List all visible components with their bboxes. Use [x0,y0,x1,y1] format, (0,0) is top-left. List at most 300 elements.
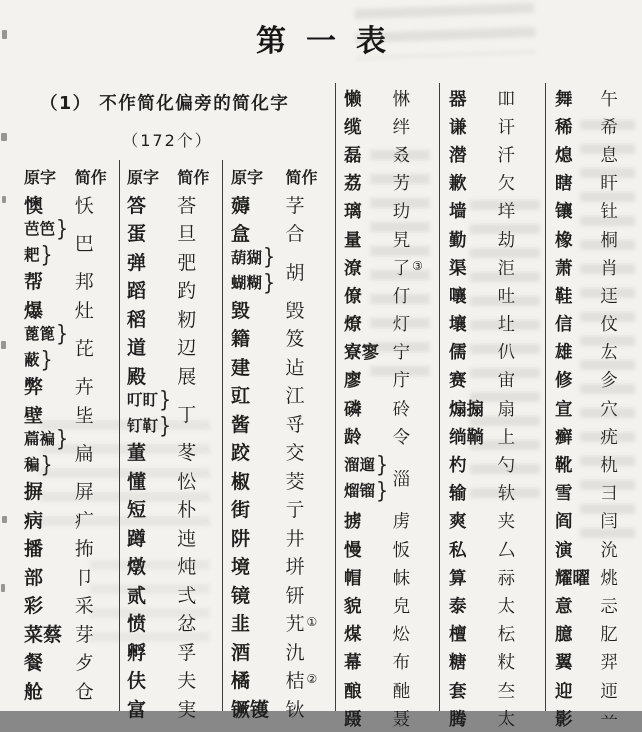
simplified-char: 迍 [177,527,197,550]
simplified-char: 実 [177,698,197,721]
original-chars: 瞎 [555,174,573,195]
original-chars: 算 [449,568,467,589]
group-line [344,453,393,479]
simplified-char: 炖 [177,556,197,579]
column-divider [335,83,336,711]
table-row [24,400,118,429]
table-row [127,304,220,333]
table-header-row [24,162,118,190]
table-row [449,310,539,338]
simplified-char: 江 [285,385,305,408]
original-chars: 镢镬 [231,698,270,721]
header-original: 原字 [24,167,57,187]
original-chars: 贰 [127,584,147,607]
simplified-char: 疣 [600,427,618,448]
original-chars: 叮盯 [127,391,159,410]
simplified-char: 辺 [177,337,197,360]
simplified-char: 勺 [497,456,516,477]
simplified-char: 叒 [392,145,411,166]
char-table-column-3 [231,162,332,723]
original-chars: 谦 [449,117,467,138]
original-chars: 阎 [555,512,573,533]
table-row [24,321,118,373]
simplified-char: 茭 [285,470,305,493]
simplified-char: 旦 [177,223,197,246]
table-row [449,140,539,168]
table-row [231,409,332,438]
original-chars: 蛋 [127,223,147,246]
table-row [555,394,639,422]
table-row [231,219,332,248]
original-chars: 寮寥 [344,343,379,364]
original-chars: 腾 [449,709,467,730]
table-row [555,140,639,168]
table-row [127,637,220,666]
simplified-char: 卩 [74,566,94,589]
original-chars: 磷 [344,399,362,420]
table-row [449,479,539,507]
simplified-char: 讦 [497,117,516,138]
simplified-char: 忪 [177,470,197,493]
original-chars: 龄 [344,427,362,448]
simplified-char: 惏 [392,89,411,110]
original-chars: 爽 [449,512,467,533]
simplified-char: 井 [285,527,305,550]
simplified-char: 展 [177,365,197,388]
simplified-char: 卉 [74,376,94,399]
group-line [24,453,75,479]
table-row [344,563,434,591]
simplified-char: 酏 [392,681,411,702]
table-row [555,281,639,309]
table-row [344,591,434,619]
simplified-char: 烑 [600,568,618,589]
original-chars: 酒 [231,641,251,664]
simplified-char: 采 [74,595,94,618]
simplified-char: 钍 [600,202,618,223]
original-chars: 懒 [344,89,362,110]
original-chars: 鞋 [555,286,573,307]
table-row [24,190,118,219]
table-row [449,676,539,704]
table-row [555,450,639,478]
original-chars: 薅 [231,194,251,217]
table-row [127,466,220,495]
original-chars: 稨 [24,455,40,474]
simplified-char: 夳 [497,681,516,702]
original-chars: 餐 [24,652,44,675]
table-row [24,267,118,296]
original-chars: 歉 [449,174,467,195]
simplified-char: 仃 [392,286,411,307]
original-chars: 富 [127,698,147,721]
header-original: 原字 [231,167,264,187]
original-chars: 泰 [449,596,467,617]
simplified-char: 苳 [177,442,197,465]
original-chars: 演 [555,540,573,561]
table-row [24,534,118,563]
column-divider [545,83,546,711]
table-row [24,676,118,705]
table-row [555,648,639,676]
original-chars: 摒 [24,481,44,504]
table-row [127,438,220,467]
table-row [344,507,434,535]
simplified-char: 亍 [285,499,305,522]
simplified-char: 闫 [600,512,618,533]
simplified-char: 艽 ① [285,613,318,636]
table-row [231,637,332,666]
simplified-char: 屏 [74,481,94,504]
original-chars: 街 [231,499,251,522]
simplified-char: 䒑 [600,709,618,730]
original-chars: 豇 [231,385,251,408]
simplified-char: 羿 [600,653,618,674]
simplified-char: 歺 [74,652,94,675]
table-row [24,216,118,268]
simplified-char: 希 [600,117,618,138]
original-chars: 幕 [344,653,362,674]
simplified-char: 劫 [497,230,516,251]
original-chars: 橘 [231,670,251,693]
original-chars: 耙 [24,245,40,264]
table-row [449,169,539,197]
original-chars: 糖 [449,653,467,674]
original-chars: 私 [449,540,467,561]
original-chars: 溜遛 [344,456,376,475]
table-row [231,324,332,353]
original-chars: 稻 [127,308,147,331]
simplified-char: 粀 [497,653,516,674]
original-chars: 舱 [24,680,44,703]
original-chars: 伕 [127,670,147,693]
header-original: 原字 [127,167,160,187]
footnote-marker: ① [306,615,318,630]
original-chars: 懂 [127,470,147,493]
original-chars: 帮 [24,271,44,294]
group-line [127,388,177,414]
table-row [127,694,220,723]
table-row [127,609,220,638]
original-chars: 器 [449,89,467,110]
original-chars: 蝴糊 [231,274,263,293]
simplified-char: 弝 [177,251,197,274]
table-row [449,84,539,112]
original-chars: 菜蔡 [24,623,63,646]
original-chars: 迎 [555,681,573,702]
original-chars: 爆 [24,299,44,322]
table-row [344,225,434,253]
scan-speck [1,584,5,592]
simplified-char: 钘 [285,584,305,607]
table-row [555,197,639,225]
original-chars: 貌 [344,596,362,617]
table-row [344,620,434,648]
table-row [231,666,332,695]
char-table-column-1 [24,162,118,705]
original-chars: 杓 [449,456,467,477]
table-row [449,197,539,225]
table-row [231,295,332,324]
original-chars: 酱 [231,413,251,436]
char-table-column-6 [555,84,639,732]
original-chars: 葫猢 [231,248,263,267]
original-chars: 酿 [344,681,362,702]
simplified-char: 朹 [600,456,618,477]
table-row [127,276,220,305]
table-row [24,648,118,677]
table-row [231,190,332,219]
original-chars: 芭笆 [24,220,56,239]
original-chars: 信 [555,315,573,336]
simplified-char: 夹 [497,512,516,533]
simplified-char: 彐 [600,484,618,505]
original-chars: 萹褊 [24,430,56,449]
section-count: （172个） [122,131,213,150]
original-chars: 蹲 [127,527,147,550]
simplified-char: 㤇 [74,194,94,217]
table-row [555,704,639,732]
char-table-column-4 [344,84,434,732]
original-chars: 墙 [449,202,467,223]
original-chars: 蹑 [344,709,362,730]
original-chars: 短 [127,499,147,522]
original-chars: 蹈 [127,280,147,303]
table-row [449,535,539,563]
footnote-marker: ② [306,672,318,687]
group-brace: } [263,244,276,270]
table-row [127,190,220,219]
char-table-column-5 [449,84,539,732]
table-row [127,580,220,609]
original-chars: 掳 [344,512,362,533]
table-row [344,648,434,676]
original-chars: 稀 [555,117,573,138]
simplified-char: 仓 [74,680,94,703]
simplified-char: 庁 [392,371,411,392]
table-row [449,394,539,422]
original-chars: 部 [24,566,44,589]
table-row [449,253,539,281]
simplified-char: 迊 [600,681,618,702]
simplified-char: 胡 [285,261,305,284]
scan-speck [2,516,7,523]
table-row [344,394,434,422]
simplified-char: 皃 [392,596,411,617]
original-chars: 雄 [555,343,573,364]
simplified-char: 帓 [392,568,411,589]
original-chars: 跤 [231,442,251,465]
table-row [555,620,639,648]
table-row [127,247,220,276]
table-row [555,310,639,338]
simplified-char: 灶 [74,299,94,322]
original-chars: 靴 [555,456,573,477]
table-row [231,352,332,381]
group-line [24,217,75,243]
column-divider [222,160,223,711]
table-row [344,197,434,225]
table-row [555,112,639,140]
simplified-char: 宙 [497,371,516,392]
original-char-group [24,427,75,478]
original-chars: 答 [127,194,147,217]
original-chars: 董 [127,442,147,465]
original-chars: 椒 [231,470,251,493]
simplified-char: 旯 [392,230,411,251]
original-chars: 橡 [555,230,573,251]
table-row [231,381,332,410]
original-chars: 修 [555,371,573,392]
table-row [449,366,539,394]
table-row [555,366,639,394]
simplified-char: 荅 [177,194,197,217]
group-line [24,243,75,269]
scan-speck [1,341,6,349]
scan-speck [2,30,7,39]
simplified-char: 朴 [177,499,197,522]
simplified-char: 淄 [392,470,411,491]
table-row [127,361,220,390]
original-chars: 嚷 [449,286,467,307]
table-row [344,140,434,168]
table-row [344,535,434,563]
simplified-char: 氿 [285,641,305,664]
simplified-char: 交 [285,442,305,465]
simplified-char: 聂 [392,709,411,730]
table-row [449,591,539,619]
group-brace: } [263,270,276,296]
table-row [24,372,118,401]
group-brace: } [159,412,172,439]
original-chars: 煽搧 [449,399,484,420]
original-chars: 境 [231,556,251,579]
section-heading: （1） 不作简化偏旁的简化字 [40,94,290,114]
simplified-char: 毁 [285,299,305,322]
simplified-char: 肊 [600,625,618,646]
simplified-char: 㤆 [392,540,411,561]
simplified-char: 上 [497,427,516,448]
table-row [231,694,332,723]
original-chars: 潦 [344,258,362,279]
original-chars: 韭 [231,613,251,636]
table-row [127,333,220,362]
original-chars: 毀 [231,299,251,322]
original-chars: 建 [231,356,251,379]
table-row [555,169,639,197]
table-row [555,535,639,563]
original-chars: 影 [555,709,573,730]
original-chars: 病 [24,509,44,532]
group-brace: } [56,321,69,347]
simplified-char: 扁 [74,443,94,465]
table-row [344,450,434,506]
table-row [449,620,539,648]
table-row [449,281,539,309]
column-divider [119,160,120,711]
original-chars: 壁 [24,404,44,427]
header-simplified: 简作 [177,167,210,187]
simplified-char: 趵 [177,280,197,303]
page-title: 第一表 [256,24,406,59]
simplified-char: 盰 [600,174,618,195]
group-brace: } [40,346,53,373]
simplified-char: 合 [285,223,305,246]
table-row [24,505,118,534]
original-chars: 慢 [344,540,362,561]
original-chars: 愤 [127,613,147,636]
simplified-char: 虏 [392,512,411,533]
original-chars: 磊 [344,145,362,166]
simplified-char: 桐 [600,230,618,251]
original-chars: 煤 [344,625,362,646]
simplified-char: 太 [497,596,516,617]
original-chars: 播 [24,538,44,561]
original-chars: 蓖篦 [24,325,56,344]
original-chars: 宣 [555,399,573,420]
original-chars: 壤 [449,315,467,336]
group-line [231,245,286,271]
table-row [231,438,332,467]
table-row [344,112,434,140]
table-row [127,495,220,524]
footnote-marker: ③ [412,258,423,273]
original-chars: 儒 [449,343,467,364]
table-row [344,281,434,309]
group-line [344,479,393,505]
simplified-char: 艻 [392,174,411,195]
table-row [344,366,434,394]
simplified-char: 㐱 [600,371,618,392]
original-chars: 帽 [344,568,362,589]
original-chars: 燎 [344,315,362,336]
table-row [231,609,332,638]
column-divider [439,83,440,711]
simplified-char: 了 ③ [392,258,423,279]
simplified-char: 轪 [497,484,516,505]
simplified-char: 宁 [392,343,411,364]
simplified-char: 垪 [285,556,305,579]
original-char-group [231,245,286,296]
table-row [555,591,639,619]
table-row [555,479,639,507]
group-line [231,271,286,297]
original-chars: 钉靪 [127,416,159,435]
simplified-char: 欠 [497,174,516,195]
simplified-char: 厶 [497,540,516,561]
simplified-char: 伩 [600,315,618,336]
original-chars: 镜 [231,584,251,607]
simplified-char: 洰 [497,258,516,279]
table-row [555,507,639,535]
original-chars: 缆 [344,117,362,138]
simplified-char: 汘 [497,145,516,166]
simplified-char: 丁 [177,404,197,426]
simplified-char: 午 [600,89,618,110]
table-row [24,619,118,648]
original-chars: 彩 [24,595,44,618]
original-chars: 意 [555,596,573,617]
table-row [127,219,220,248]
table-row [24,426,118,478]
simplified-char: 夫 [177,670,197,693]
simplified-char: 肖 [600,258,618,279]
simplified-char: 吅 [497,89,516,110]
table-row [231,552,332,581]
header-simplified: 简作 [74,167,107,187]
simplified-char: 忈 [600,596,618,617]
table-header-row [127,162,220,190]
